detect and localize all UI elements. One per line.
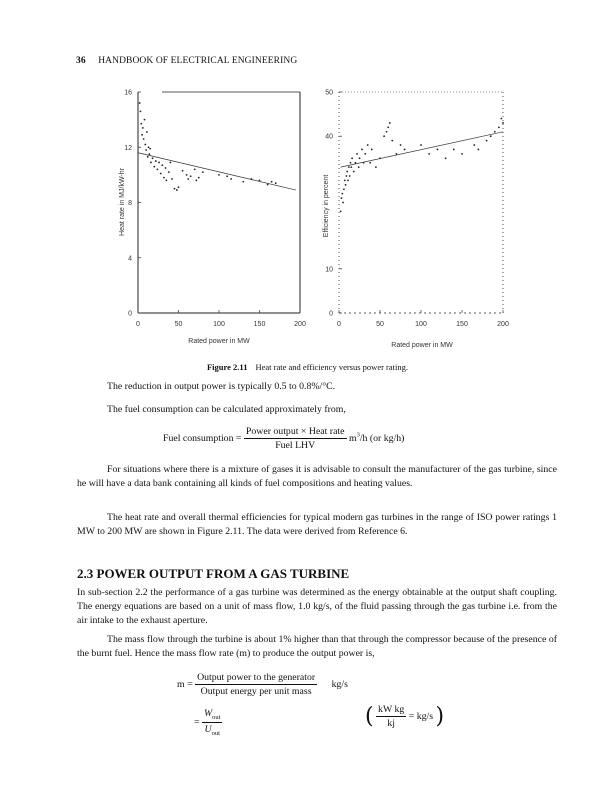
units-fraction bbox=[376, 704, 406, 729]
heat-rate-data-point bbox=[186, 174, 188, 176]
units-check bbox=[365, 704, 444, 729]
efficiency-data-point bbox=[437, 149, 439, 151]
left-x-axis-label: Rated power in MW bbox=[188, 338, 250, 345]
left-y-tick-label: 0 bbox=[128, 310, 132, 318]
heat-rate-data-point bbox=[140, 123, 142, 125]
efficiency-data-point bbox=[383, 135, 385, 137]
w-symbol: W bbox=[203, 708, 213, 719]
heat-rate-data-point bbox=[267, 184, 269, 186]
heat-rate-data-point bbox=[149, 148, 151, 150]
efficiency-data-point bbox=[359, 157, 361, 159]
mass-eq2-equals: = bbox=[194, 716, 200, 728]
left-x-tick-label: 150 bbox=[253, 321, 266, 328]
mass-eq-denominator: Output energy per unit mass bbox=[200, 686, 312, 697]
efficiency-data-point bbox=[367, 144, 369, 146]
heat-rate-data-point bbox=[141, 134, 143, 136]
paragraph-mass-flow: The mass flow through the turbine is about 1% higher than that through the compressor because of the presence of the burnt fuel. Hence the mass flow rate (m) to produce the output power is, bbox=[77, 634, 557, 659]
u-subscript: out bbox=[211, 729, 220, 737]
heat-rate-data-point bbox=[152, 157, 154, 159]
efficiency-data-point bbox=[428, 153, 430, 155]
efficiency-data-point bbox=[486, 140, 488, 142]
efficiency-data-point bbox=[344, 180, 346, 182]
heat-rate-data-point bbox=[160, 173, 162, 175]
right-x-tick-label: 0 bbox=[337, 321, 341, 328]
efficiency-data-point bbox=[361, 149, 363, 151]
efficiency-data-point bbox=[502, 122, 504, 124]
mass-flow-equation-line2 bbox=[194, 708, 222, 737]
efficiency-data-point bbox=[473, 144, 475, 146]
mass-eq-numerator: Output power to the generator bbox=[197, 672, 316, 683]
efficiency-data-point bbox=[387, 126, 389, 128]
w-subscript: out bbox=[212, 713, 221, 721]
efficiency-data-point bbox=[494, 131, 496, 133]
left-y-tick-label: 8 bbox=[128, 200, 132, 207]
efficiency-data-point bbox=[341, 197, 343, 199]
figure-2-11 bbox=[0, 0, 615, 360]
heat-rate-data-point bbox=[194, 168, 196, 170]
paragraph-subsection: In sub-section 2.2 the performance of a gas turbine was determined as the energy obtainable at the output shaft coupling. The energy equations are based on a unit of mass flow, 1.0 kg/s, of the fluid passing through the gas turbine i.e. from the air intake to the exhaust aperture. bbox=[77, 587, 557, 626]
right-x-axis-label: Rated power in MW bbox=[391, 342, 453, 349]
heat-rate-data-point bbox=[271, 181, 273, 183]
fuel-eq-units-pre: m bbox=[348, 432, 357, 444]
mass-eq2-numerator bbox=[202, 708, 222, 723]
right-y-tick-label: 50 bbox=[325, 89, 333, 97]
left-y-tick-label: 12 bbox=[124, 144, 132, 152]
efficiency-data-point bbox=[345, 175, 347, 177]
heat-rate-data-point bbox=[146, 131, 148, 133]
heat-rate-data-point bbox=[165, 167, 167, 169]
mass-flow-equation bbox=[177, 672, 348, 697]
efficiency-data-point bbox=[391, 140, 393, 142]
left-x-tick-label: 50 bbox=[174, 321, 183, 328]
mass-eq2-fraction bbox=[202, 708, 222, 737]
efficiency-data-point bbox=[478, 149, 480, 151]
efficiency-data-point bbox=[349, 175, 351, 177]
efficiency-data-point bbox=[342, 202, 344, 204]
heat-rate-data-point bbox=[275, 182, 277, 184]
heat-rate-data-point bbox=[158, 162, 160, 164]
right-x-tick-label: 100 bbox=[415, 321, 427, 328]
efficiency-data-point bbox=[498, 126, 500, 128]
efficiency-data-point bbox=[364, 153, 366, 155]
section-heading: 2.3 POWER OUTPUT FROM A GAS TURBINE bbox=[77, 566, 350, 581]
left-x-tick-label: 100 bbox=[213, 321, 225, 328]
mass-eq-units: kg/s bbox=[331, 678, 348, 690]
heat-rate-data-point bbox=[176, 189, 178, 191]
heat-rate-data-point bbox=[153, 166, 155, 168]
right-x-tick-label: 50 bbox=[376, 321, 384, 328]
fuel-eq-units bbox=[349, 433, 405, 444]
efficiency-data-point bbox=[348, 166, 350, 168]
fuel-eq-denominator: Fuel LHV bbox=[275, 440, 316, 451]
efficiency-data-point bbox=[386, 131, 388, 133]
efficiency-data-point bbox=[389, 122, 391, 124]
right-x-tick-label: 150 bbox=[456, 321, 468, 328]
heat-rate-data-point bbox=[140, 110, 142, 112]
heat-rate-data-point bbox=[218, 174, 220, 176]
heat-rate-data-point bbox=[182, 170, 184, 172]
left-paren: ( bbox=[365, 704, 374, 729]
heat-rate-data-point bbox=[142, 127, 144, 129]
efficiency-data-point bbox=[350, 162, 352, 164]
left-x-tick-label: 200 bbox=[294, 321, 306, 328]
mass-eq2-denominator bbox=[202, 723, 222, 737]
right-y-tick-label: 40 bbox=[325, 133, 333, 141]
heat-rate-data-point bbox=[230, 178, 232, 180]
heat-rate-data-point bbox=[195, 180, 197, 182]
fuel-eq-lhs: Fuel consumption = bbox=[163, 432, 242, 444]
left-trend-line bbox=[138, 153, 296, 190]
efficiency-data-point bbox=[340, 210, 342, 212]
heat-rate-data-point bbox=[144, 144, 146, 146]
left-y-axis-label: Heat rate in MJ/kW-hr bbox=[119, 168, 126, 236]
right-y-tick-label: 0 bbox=[329, 310, 333, 318]
heat-rate-chart bbox=[119, 90, 306, 346]
left-x-tick-label: 0 bbox=[136, 321, 140, 328]
efficiency-data-point bbox=[353, 171, 355, 173]
mass-eq-fraction bbox=[195, 672, 317, 697]
fuel-eq-numerator: Power output × Heat rate bbox=[245, 426, 345, 437]
efficiency-data-point bbox=[453, 149, 455, 151]
efficiency-data-point bbox=[375, 166, 377, 168]
heat-rate-data-point bbox=[161, 164, 163, 166]
efficiency-data-point bbox=[400, 144, 402, 146]
figure-caption bbox=[0, 362, 615, 372]
efficiency-data-point bbox=[341, 193, 343, 195]
efficiency-data-point bbox=[461, 153, 463, 155]
efficiency-data-point bbox=[345, 184, 347, 186]
fuel-consumption-equation bbox=[163, 426, 404, 451]
heat-rate-data-point bbox=[198, 177, 200, 179]
running-title: HANDBOOK OF ELECTRICAL ENGINEERING bbox=[98, 56, 298, 66]
heat-rate-data-point bbox=[148, 153, 150, 155]
efficiency-data-point bbox=[350, 166, 352, 168]
heat-rate-data-point bbox=[145, 149, 147, 151]
heat-rate-data-point bbox=[143, 138, 145, 140]
efficiency-data-point bbox=[500, 118, 502, 120]
heat-rate-data-point bbox=[148, 146, 150, 148]
efficiency-data-point bbox=[347, 180, 349, 182]
mass-eq-lhs: m = bbox=[177, 678, 193, 690]
u-symbol: U bbox=[204, 723, 212, 735]
heat-rate-data-point bbox=[187, 178, 189, 180]
efficiency-data-point bbox=[490, 135, 492, 137]
units-numerator: kW kg bbox=[378, 704, 405, 715]
paragraph-heat-rate: The heat rate and overall thermal efficiencies for typical modern gas turbines in the range of ISO power ratings 1 MW to 200 MW are shown in Figure 2.11. The data were derived from Reference 6. bbox=[77, 512, 557, 537]
fuel-eq-fraction bbox=[244, 426, 347, 451]
fuel-eq-units-post: /h (or kg/h) bbox=[359, 432, 405, 444]
right-paren: ) bbox=[435, 704, 445, 729]
heat-rate-data-point bbox=[165, 180, 167, 182]
heat-rate-data-point bbox=[170, 162, 172, 164]
paragraph-reduction: The reduction in output power is typically 0.5 to 0.8%/°C. bbox=[107, 381, 336, 392]
heat-rate-data-point bbox=[178, 186, 180, 188]
heat-rate-data-point bbox=[144, 119, 146, 121]
heat-rate-data-point bbox=[168, 171, 170, 173]
figure-caption-text: Heat rate and efficiency versus power rating. bbox=[255, 362, 408, 372]
heat-rate-data-point bbox=[174, 188, 176, 190]
right-y-axis-label: Efficiency in percent bbox=[323, 174, 330, 238]
left-y-tick-label: 4 bbox=[128, 255, 132, 263]
heat-rate-data-point bbox=[147, 156, 149, 158]
efficiency-data-point bbox=[369, 162, 371, 164]
efficiency-data-point bbox=[371, 149, 373, 151]
heat-rate-data-point bbox=[150, 162, 152, 164]
efficiency-data-point bbox=[420, 144, 422, 146]
right-y-tick-label: 10 bbox=[325, 266, 333, 274]
efficiency-data-point bbox=[346, 171, 348, 173]
heat-rate-data-point bbox=[190, 175, 192, 177]
efficiency-data-point bbox=[358, 166, 360, 168]
heat-rate-data-point bbox=[226, 175, 228, 177]
heat-rate-data-point bbox=[157, 168, 159, 170]
paragraph-fuel-intro: The fuel consumption can be calculated approximately from, bbox=[107, 404, 346, 415]
paragraph-mixture: For situations where there is a mixture of gases it is advisable to consult the manufacturer of the gas turbine, since he will have a data bank containing all kinds of fuel compositions and heating values. bbox=[77, 464, 557, 489]
left-y-tick-label: 16 bbox=[124, 89, 132, 97]
heat-rate-data-point bbox=[139, 102, 141, 104]
heat-rate-data-point bbox=[155, 160, 157, 162]
efficiency-data-point bbox=[351, 157, 353, 159]
efficiency-data-point bbox=[445, 157, 447, 159]
efficiency-data-point bbox=[404, 149, 406, 151]
heat-rate-data-point bbox=[171, 178, 173, 180]
units-denominator: kj bbox=[387, 718, 395, 729]
fuel-eq-units-sup: 3 bbox=[356, 431, 360, 439]
right-x-tick-label: 200 bbox=[497, 321, 509, 328]
efficiency-data-point bbox=[343, 188, 345, 190]
page-number: 36 bbox=[76, 56, 86, 66]
heat-rate-data-point bbox=[242, 181, 244, 183]
efficiency-chart bbox=[323, 90, 509, 350]
units-result: = kg/s bbox=[408, 710, 434, 722]
efficiency-data-point bbox=[356, 153, 358, 155]
heat-rate-data-point bbox=[202, 171, 204, 173]
heat-rate-data-point bbox=[163, 177, 165, 179]
figure-caption-label: Figure 2.11 bbox=[206, 362, 248, 372]
efficiency-data-point bbox=[355, 162, 357, 164]
